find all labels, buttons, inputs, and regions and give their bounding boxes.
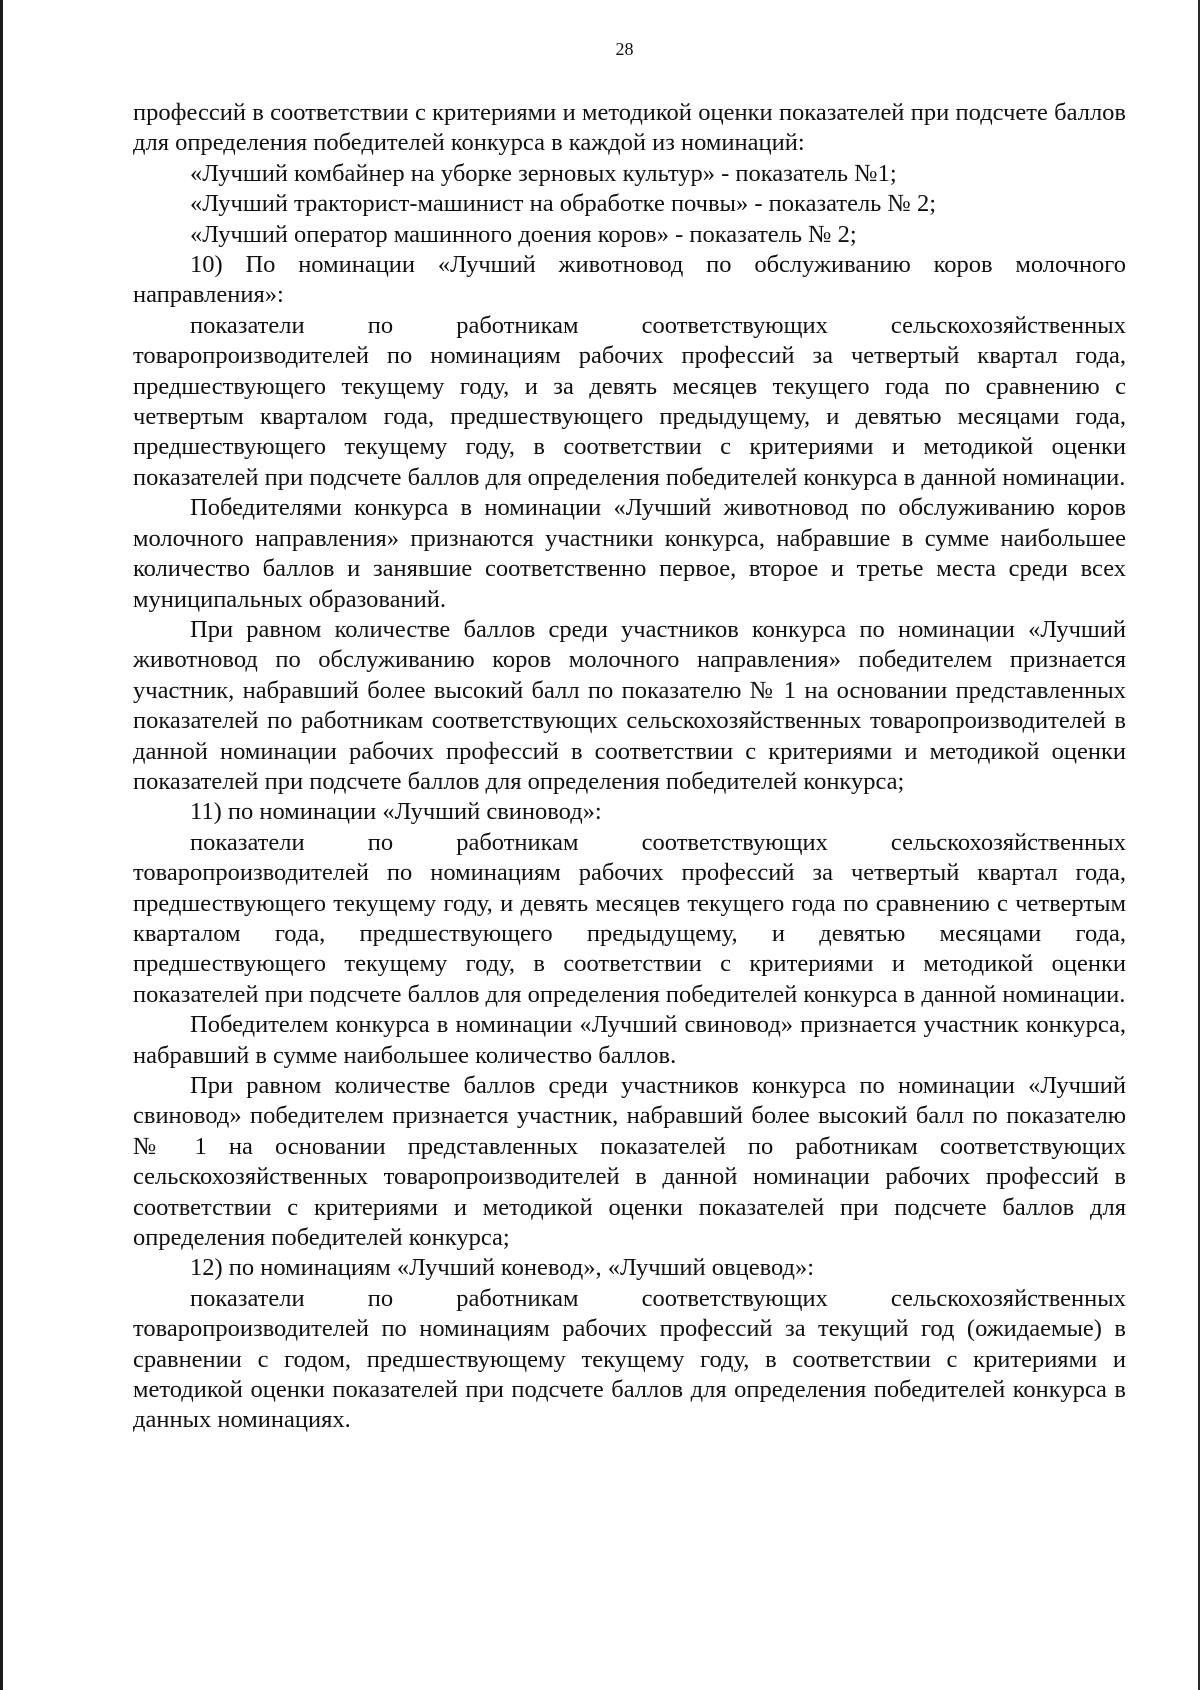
paragraph: Победителем конкурса в номинации «Лучший свиновод» признается участник конкурса, набравший в сумме наибольшее количество баллов.	[133, 1011, 1126, 1069]
paragraph: профессий в соответствии с критериями и методикой оценки показателей при подсчете баллов для определения победителей конкурса в каждой из номинаций:	[133, 99, 1126, 157]
page-number: 28	[615, 39, 634, 59]
paragraph: «Лучший тракторист-машинист на обработке почвы» - показатель № 2;	[190, 190, 937, 218]
paragraph: показатели по работникам соответствующих сельскохозяйственных товаропроизводителей по номинациям рабочих профессий за четвертый квартал года, предшествующего текущему году, и девять месяцев текущего года по сравнению с четвертым кварталом года, предшествующего предыдущему, и девятью месяцами года, предшествующего текущему году, в соответствии с критериями и методикой оценки показателей при подсчете баллов для определения победителей конкурса в данной номинации.	[133, 828, 1126, 1008]
paragraph: показатели по работникам соответствующих сельскохозяйственных товаропроизводителей по номинациям рабочих профессий за четвертый квартал года, предшествующего текущему году, и за девять месяцев текущего года по сравнению с четвертым кварталом года, предшествующего предыдущему, и девятью месяцами года, предшествующего текущему году, в соответствии с критериями и методикой оценки показателей при подсчете баллов для определения победителей конкурса в данной номинации.	[133, 311, 1126, 491]
document-body	[133, 98, 1126, 1436]
paragraph: 11) по номинации «Лучший свиновод»:	[190, 798, 602, 826]
paragraph: 12) по номинациям «Лучший коневод», «Лучший овцевод»:	[190, 1254, 815, 1282]
document-page	[133, 38, 1126, 1436]
paragraph: При равном количестве баллов среди участников конкурса по номинации «Лучший свиновод» победителем признается участник, набравший более высокий балл по показателю № 1 на основании представленных показателей по работникам соответствующих сельскохозяйственных товаропроизводителей в данной номинации рабочих профессий в соответствии с критериями и методикой оценки показателей при подсчете баллов для определения победителей конкурса;	[133, 1072, 1126, 1252]
paragraph: показатели по работникам соответствующих сельскохозяйственных товаропроизводителей по номинациям рабочих профессий за текущий год (ожидаемые) в сравнении с годом, предшествующему текущему году, в соответствии с критериями и методикой оценки показателей при подсчете баллов для определения победителей конкурса в данных номинациях.	[133, 1284, 1126, 1434]
scan-edge-left	[0, 0, 3, 1690]
paragraph: 10) По номинации «Лучший животновод по обслуживанию коров молочного направления»:	[133, 251, 1126, 309]
paragraph: При равном количестве баллов среди участников конкурса по номинации «Лучший животновод по обслуживанию коров молочного направления» победителем признается участник, набравший более высокий балл по показателю № 1 на основании представленных показателей по работникам соответствующих сельскохозяйственных товаропроизводителей в данной номинации рабочих профессий в соответствии с критериями и методикой оценки показателей при подсчете баллов для определения победителей конкурса;	[133, 615, 1126, 795]
paragraph: «Лучший комбайнер на уборке зерновых культур» - показатель №1;	[190, 159, 897, 187]
paragraph: «Лучший оператор машинного доения коров» - показатель № 2;	[190, 220, 857, 248]
paragraph: Победителями конкурса в номинации «Лучший животновод по обслуживанию коров молочного направления» признаются участники конкурса, набравшие в сумме наибольшее количество баллов и занявшие соответственно первое, второе и третье места среди всех муниципальных образований.	[133, 494, 1126, 613]
